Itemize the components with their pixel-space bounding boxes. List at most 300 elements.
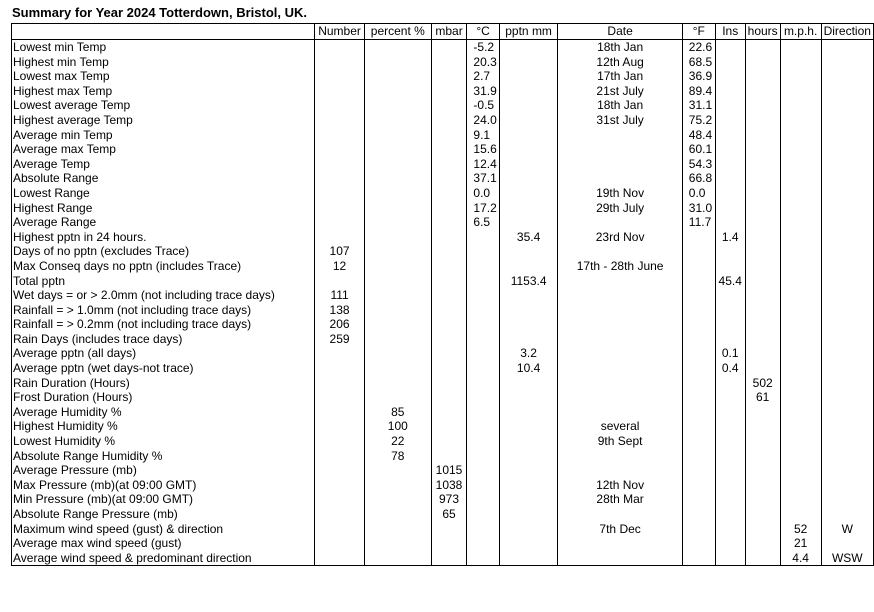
row-label: Highest Range <box>12 201 315 216</box>
celsius-cell: 15.6 <box>467 142 499 157</box>
celsius-cell <box>467 492 499 507</box>
pptn-cell <box>499 449 558 464</box>
fahrenheit-cell <box>682 449 715 464</box>
pptn-cell <box>499 551 558 566</box>
mph-cell <box>780 463 821 478</box>
row-label: Average Pressure (mb) <box>12 463 315 478</box>
row-label: Total pptn <box>12 274 315 289</box>
table-row <box>12 419 874 434</box>
table-row <box>12 463 874 478</box>
col-header-mph: m.p.h. <box>780 24 821 40</box>
fahrenheit-cell: 31.1 <box>682 98 715 113</box>
fahrenheit-cell <box>682 536 715 551</box>
row-label: Average wind speed & predominant direction <box>12 551 315 566</box>
pptn-cell <box>499 84 558 99</box>
pptn-cell <box>499 157 558 172</box>
fahrenheit-cell: 66.8 <box>682 171 715 186</box>
table-row <box>12 274 874 289</box>
table-row <box>12 55 874 70</box>
date-cell <box>558 332 682 347</box>
table-row <box>12 551 874 566</box>
percent-cell <box>365 507 432 522</box>
hours-cell <box>745 69 780 84</box>
direction-cell <box>821 230 873 245</box>
mph-cell <box>780 376 821 391</box>
date-cell <box>558 551 682 566</box>
mbar-cell <box>431 434 467 449</box>
table-row <box>12 288 874 303</box>
percent-cell <box>365 522 432 537</box>
fahrenheit-cell <box>682 492 715 507</box>
ins-cell <box>715 507 745 522</box>
row-label: Highest Humidity % <box>12 419 315 434</box>
hours-cell <box>745 186 780 201</box>
mph-cell <box>780 434 821 449</box>
percent-cell <box>365 463 432 478</box>
number-cell <box>315 69 365 84</box>
date-cell: 12th Aug <box>558 55 682 70</box>
pptn-cell <box>499 215 558 230</box>
pptn-cell <box>499 536 558 551</box>
row-label: Lowest min Temp <box>12 40 315 55</box>
row-label: Max Conseq days no pptn (includes Trace) <box>12 259 315 274</box>
direction-cell <box>821 449 873 464</box>
celsius-cell <box>467 259 499 274</box>
number-cell: 12 <box>315 259 365 274</box>
ins-cell <box>715 492 745 507</box>
mbar-cell <box>431 332 467 347</box>
celsius-cell: 0.0 <box>467 186 499 201</box>
row-label: Lowest max Temp <box>12 69 315 84</box>
mbar-cell <box>431 215 467 230</box>
mph-cell <box>780 215 821 230</box>
row-label: Lowest average Temp <box>12 98 315 113</box>
pptn-cell <box>499 463 558 478</box>
row-label: Lowest Humidity % <box>12 434 315 449</box>
direction-cell <box>821 201 873 216</box>
mph-cell <box>780 244 821 259</box>
pptn-cell <box>499 171 558 186</box>
mbar-cell <box>431 142 467 157</box>
direction-cell <box>821 492 873 507</box>
percent-cell <box>365 55 432 70</box>
ins-cell <box>715 201 745 216</box>
celsius-cell: 31.9 <box>467 84 499 99</box>
ins-cell <box>715 332 745 347</box>
mph-cell <box>780 317 821 332</box>
mbar-cell <box>431 551 467 566</box>
mph-cell <box>780 405 821 420</box>
percent-cell <box>365 244 432 259</box>
pptn-cell <box>499 405 558 420</box>
row-label: Average max wind speed (gust) <box>12 536 315 551</box>
direction-cell <box>821 69 873 84</box>
direction-cell <box>821 332 873 347</box>
date-cell <box>558 303 682 318</box>
table-row <box>12 332 874 347</box>
fahrenheit-cell <box>682 405 715 420</box>
mph-cell <box>780 346 821 361</box>
col-header-fahrenheit: °F <box>682 24 715 40</box>
mbar-cell: 65 <box>431 507 467 522</box>
ins-cell <box>715 390 745 405</box>
celsius-cell: -5.2 <box>467 40 499 55</box>
hours-cell <box>745 201 780 216</box>
ins-cell <box>715 303 745 318</box>
row-label: Lowest Range <box>12 186 315 201</box>
date-cell <box>558 463 682 478</box>
table-row <box>12 434 874 449</box>
mbar-cell <box>431 522 467 537</box>
hours-cell <box>745 492 780 507</box>
mph-cell <box>780 171 821 186</box>
col-header-direction: Direction <box>821 24 873 40</box>
number-cell <box>315 230 365 245</box>
hours-cell <box>745 434 780 449</box>
date-cell: 21st July <box>558 84 682 99</box>
pptn-cell <box>499 332 558 347</box>
celsius-cell <box>467 230 499 245</box>
number-cell <box>315 346 365 361</box>
pptn-cell <box>499 113 558 128</box>
direction-cell <box>821 405 873 420</box>
pptn-cell <box>499 522 558 537</box>
mph-cell <box>780 201 821 216</box>
percent-cell <box>365 69 432 84</box>
ins-cell <box>715 171 745 186</box>
percent-cell <box>365 274 432 289</box>
hours-cell <box>745 55 780 70</box>
number-cell <box>315 405 365 420</box>
number-cell <box>315 113 365 128</box>
hours-cell <box>745 40 780 55</box>
mbar-cell <box>431 346 467 361</box>
number-cell <box>315 40 365 55</box>
pptn-cell <box>499 419 558 434</box>
direction-cell <box>821 171 873 186</box>
table-row <box>12 317 874 332</box>
mph-cell: 52 <box>780 522 821 537</box>
direction-cell <box>821 113 873 128</box>
ins-cell <box>715 142 745 157</box>
date-cell <box>558 449 682 464</box>
celsius-cell <box>467 478 499 493</box>
row-label: Maximum wind speed (gust) & direction <box>12 522 315 537</box>
mbar-cell <box>431 303 467 318</box>
table-row <box>12 361 874 376</box>
date-cell <box>558 171 682 186</box>
fahrenheit-cell <box>682 551 715 566</box>
pptn-cell: 3.2 <box>499 346 558 361</box>
celsius-cell <box>467 361 499 376</box>
date-cell <box>558 142 682 157</box>
row-label: Average max Temp <box>12 142 315 157</box>
mbar-cell <box>431 317 467 332</box>
direction-cell <box>821 361 873 376</box>
table-row <box>12 128 874 143</box>
mph-cell: 4.4 <box>780 551 821 566</box>
hours-cell <box>745 288 780 303</box>
row-label: Wet days = or > 2.0mm (not including trace days) <box>12 288 315 303</box>
row-label: Average min Temp <box>12 128 315 143</box>
fahrenheit-cell: 0.0 <box>682 186 715 201</box>
fahrenheit-cell <box>682 376 715 391</box>
col-header-pptn-mm: pptn mm <box>499 24 558 40</box>
percent-cell <box>365 361 432 376</box>
percent-cell <box>365 128 432 143</box>
fahrenheit-cell <box>682 419 715 434</box>
hours-cell <box>745 551 780 566</box>
ins-cell <box>715 55 745 70</box>
percent-cell <box>365 478 432 493</box>
mph-cell <box>780 390 821 405</box>
mbar-cell <box>431 405 467 420</box>
row-label: Rainfall = > 0.2mm (not including trace days) <box>12 317 315 332</box>
date-cell: 17th - 28th June <box>558 259 682 274</box>
mph-cell <box>780 157 821 172</box>
ins-cell <box>715 449 745 464</box>
number-cell <box>315 98 365 113</box>
table-row <box>12 186 874 201</box>
mph-cell <box>780 186 821 201</box>
date-cell <box>558 361 682 376</box>
mph-cell: 21 <box>780 536 821 551</box>
celsius-cell <box>467 507 499 522</box>
table-row <box>12 98 874 113</box>
percent-cell <box>365 332 432 347</box>
celsius-cell: 24.0 <box>467 113 499 128</box>
fahrenheit-cell: 48.4 <box>682 128 715 143</box>
header-row <box>12 24 874 40</box>
row-label: Highest max Temp <box>12 84 315 99</box>
table-row <box>12 69 874 84</box>
date-cell: 7th Dec <box>558 522 682 537</box>
hours-cell <box>745 171 780 186</box>
ins-cell <box>715 536 745 551</box>
number-cell <box>315 463 365 478</box>
hours-cell <box>745 98 780 113</box>
date-cell: 31st July <box>558 113 682 128</box>
hours-cell <box>745 507 780 522</box>
percent-cell <box>365 390 432 405</box>
mbar-cell <box>431 40 467 55</box>
direction-cell <box>821 98 873 113</box>
mbar-cell: 973 <box>431 492 467 507</box>
mbar-cell: 1015 <box>431 463 467 478</box>
pptn-cell <box>499 55 558 70</box>
row-label: Days of no pptn (excludes Trace) <box>12 244 315 259</box>
pptn-cell <box>499 288 558 303</box>
table-row <box>12 478 874 493</box>
direction-cell <box>821 274 873 289</box>
celsius-cell <box>467 463 499 478</box>
mph-cell <box>780 69 821 84</box>
number-cell <box>315 157 365 172</box>
hours-cell: 502 <box>745 376 780 391</box>
date-cell: 17th Jan <box>558 69 682 84</box>
celsius-cell <box>467 434 499 449</box>
row-label: Absolute Range <box>12 171 315 186</box>
number-cell <box>315 142 365 157</box>
direction-cell <box>821 157 873 172</box>
pptn-cell <box>499 244 558 259</box>
number-cell: 259 <box>315 332 365 347</box>
table-row <box>12 449 874 464</box>
number-cell <box>315 84 365 99</box>
number-cell <box>315 186 365 201</box>
celsius-cell <box>467 317 499 332</box>
percent-cell: 100 <box>365 419 432 434</box>
percent-cell <box>365 288 432 303</box>
row-label: Absolute Range Pressure (mb) <box>12 507 315 522</box>
ins-cell <box>715 478 745 493</box>
mbar-cell <box>431 244 467 259</box>
pptn-cell: 10.4 <box>499 361 558 376</box>
mph-cell <box>780 84 821 99</box>
number-cell: 206 <box>315 317 365 332</box>
direction-cell <box>821 259 873 274</box>
number-cell <box>315 376 365 391</box>
ins-cell <box>715 215 745 230</box>
percent-cell <box>365 171 432 186</box>
mbar-cell <box>431 230 467 245</box>
fahrenheit-cell <box>682 463 715 478</box>
date-cell <box>558 274 682 289</box>
direction-cell <box>821 376 873 391</box>
celsius-cell <box>467 522 499 537</box>
hours-cell <box>745 536 780 551</box>
pptn-cell <box>499 317 558 332</box>
percent-cell <box>365 142 432 157</box>
mbar-cell <box>431 98 467 113</box>
table-row <box>12 507 874 522</box>
celsius-cell: -0.5 <box>467 98 499 113</box>
mph-cell <box>780 55 821 70</box>
mph-cell <box>780 288 821 303</box>
table-row <box>12 536 874 551</box>
col-header-percent: percent % <box>365 24 432 40</box>
date-cell: 9th Sept <box>558 434 682 449</box>
celsius-cell: 12.4 <box>467 157 499 172</box>
mph-cell <box>780 507 821 522</box>
percent-cell <box>365 536 432 551</box>
date-cell <box>558 317 682 332</box>
mph-cell <box>780 128 821 143</box>
hours-cell <box>745 259 780 274</box>
hours-cell <box>745 244 780 259</box>
percent-cell <box>365 317 432 332</box>
percent-cell <box>365 113 432 128</box>
hours-cell <box>745 346 780 361</box>
table-row <box>12 142 874 157</box>
celsius-cell <box>467 244 499 259</box>
mph-cell <box>780 449 821 464</box>
pptn-cell <box>499 507 558 522</box>
mbar-cell <box>431 69 467 84</box>
row-label: Frost Duration (Hours) <box>12 390 315 405</box>
hours-cell <box>745 449 780 464</box>
percent-cell <box>365 230 432 245</box>
row-label: Average Range <box>12 215 315 230</box>
date-cell <box>558 376 682 391</box>
ins-cell <box>715 522 745 537</box>
hours-cell <box>745 361 780 376</box>
col-header-label <box>12 24 315 40</box>
percent-cell <box>365 84 432 99</box>
row-label: Max Pressure (mb)(at 09:00 GMT) <box>12 478 315 493</box>
table-row <box>12 113 874 128</box>
percent-cell <box>365 492 432 507</box>
row-label: Average Humidity % <box>12 405 315 420</box>
fahrenheit-cell <box>682 507 715 522</box>
pptn-cell <box>499 69 558 84</box>
mph-cell <box>780 230 821 245</box>
number-cell <box>315 478 365 493</box>
ins-cell <box>715 40 745 55</box>
mbar-cell <box>431 288 467 303</box>
celsius-cell <box>467 390 499 405</box>
pptn-cell <box>499 303 558 318</box>
direction-cell <box>821 419 873 434</box>
date-cell <box>558 244 682 259</box>
fahrenheit-cell <box>682 259 715 274</box>
ins-cell: 45.4 <box>715 274 745 289</box>
table-row <box>12 390 874 405</box>
mbar-cell <box>431 186 467 201</box>
mph-cell <box>780 113 821 128</box>
celsius-cell: 17.2 <box>467 201 499 216</box>
row-label: Rain Duration (Hours) <box>12 376 315 391</box>
row-label: Highest pptn in 24 hours. <box>12 230 315 245</box>
ins-cell <box>715 98 745 113</box>
hours-cell <box>745 84 780 99</box>
direction-cell <box>821 186 873 201</box>
date-cell <box>558 405 682 420</box>
fahrenheit-cell <box>682 230 715 245</box>
direction-cell <box>821 303 873 318</box>
direction-cell <box>821 434 873 449</box>
date-cell: 28th Mar <box>558 492 682 507</box>
hours-cell <box>745 215 780 230</box>
fahrenheit-cell: 22.6 <box>682 40 715 55</box>
number-cell <box>315 551 365 566</box>
summary-table <box>11 23 874 566</box>
celsius-cell <box>467 405 499 420</box>
direction-cell <box>821 390 873 405</box>
celsius-cell <box>467 551 499 566</box>
hours-cell <box>745 303 780 318</box>
fahrenheit-cell <box>682 434 715 449</box>
date-cell <box>558 288 682 303</box>
hours-cell <box>745 142 780 157</box>
fahrenheit-cell: 60.1 <box>682 142 715 157</box>
hours-cell <box>745 230 780 245</box>
number-cell <box>315 492 365 507</box>
direction-cell <box>821 288 873 303</box>
ins-cell: 1.4 <box>715 230 745 245</box>
table-row <box>12 215 874 230</box>
page-title: Summary for Year 2024 Totterdown, Bristol, UK. <box>12 5 307 20</box>
row-label: Average Temp <box>12 157 315 172</box>
celsius-cell: 37.1 <box>467 171 499 186</box>
col-header-number: Number <box>315 24 365 40</box>
fahrenheit-cell <box>682 303 715 318</box>
hours-cell <box>745 157 780 172</box>
fahrenheit-cell <box>682 346 715 361</box>
date-cell <box>558 507 682 522</box>
number-cell <box>315 55 365 70</box>
row-label: Rain Days (includes trace days) <box>12 332 315 347</box>
